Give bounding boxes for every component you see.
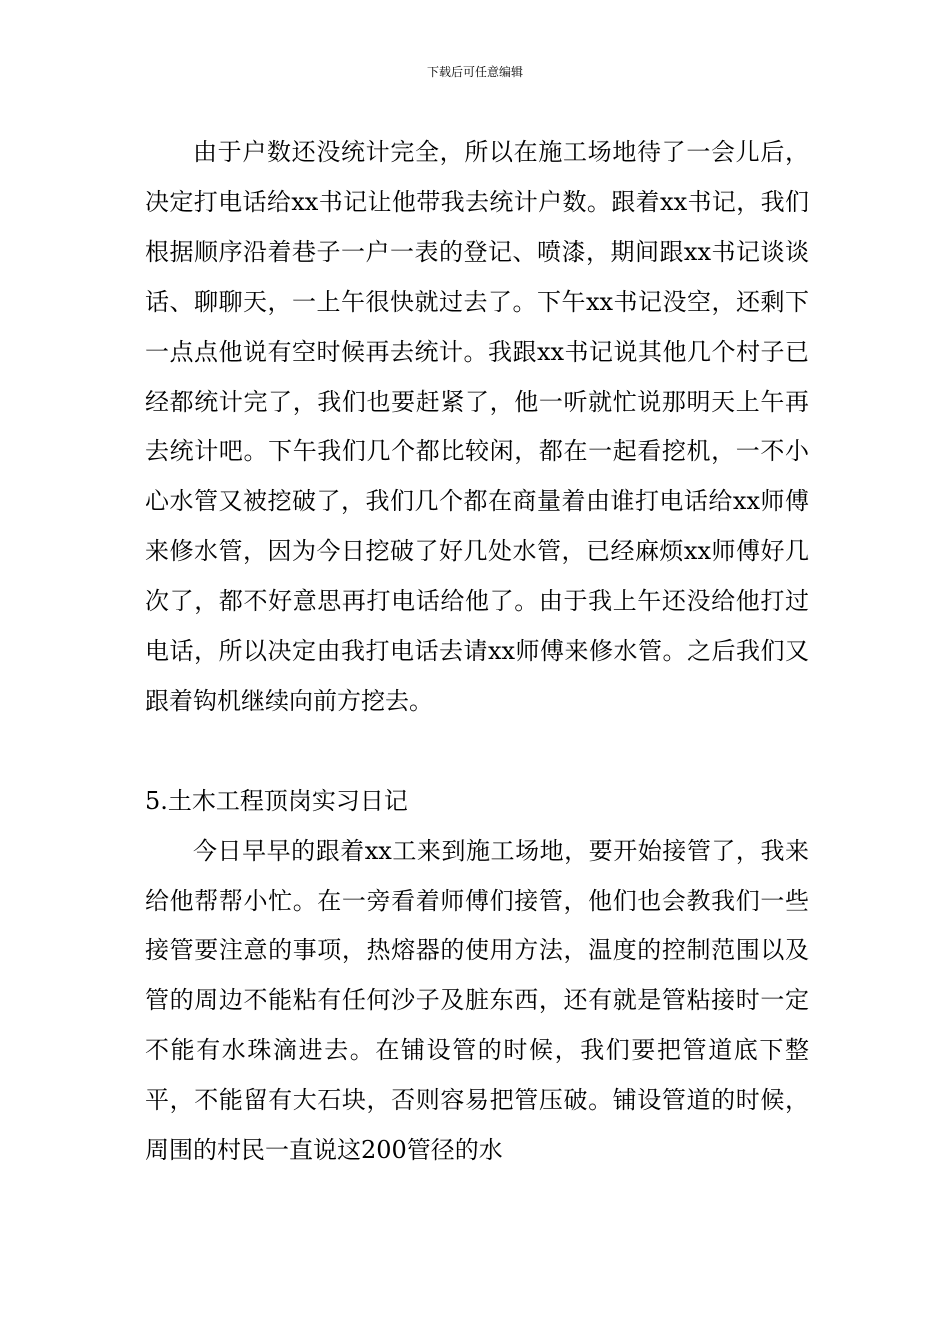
paragraph-gap — [145, 727, 809, 777]
paragraph-2: 今日早早的跟着xx工来到施工场地，要开始接管了，我来给他帮帮小忙。在一旁看着师傅们接管，他们也会教我们一些接管要注意的事项，热熔器的使用方法，温度的控制范围以及管的周边不能粘有任何沙子及脏东西，还有就是管粘接时一定不能有水珠滴进去。在铺设管的时候，我们要把管道底下整平，不能留有大石块，否则容易把管压破。铺设管道的时候，周围的村民一直说这200管径的水 — [145, 836, 809, 1165]
section-title: 5.土木工程顶岗实习日记 — [145, 786, 408, 815]
document-body — [145, 128, 809, 1176]
paragraph-1: 由于户数还没统计完全，所以在施工场地待了一会儿后，决定打电话给xx书记让他带我去统计户数。跟着xx书记，我们根据顺序沿着巷子一户一表的登记、喷漆，期间跟xx书记谈谈话、聊聊天，一上午很快就过去了。下午xx书记没空，还剩下一点点他说有空时候再去统计。我跟xx书记说其他几个村子已经都统计完了，我们也要赶紧了，他一听就忙说那明天上午再去统计吧。下午我们几个都比较闲，都在一起看挖机，一不小心水管又被挖破了，我们几个都在商量着由谁打电话给xx师傅来修水管，因为今日挖破了好几处水管，已经麻烦xx师傅好几次了，都不好意思再打电话给他了。由于我上午还没给他打过电话，所以决定由我打电话去请xx师傅来修水管。之后我们又跟着钩机继续向前方挖去。 — [145, 138, 809, 715]
page-header: 下载后可任意编辑 — [426, 65, 523, 79]
